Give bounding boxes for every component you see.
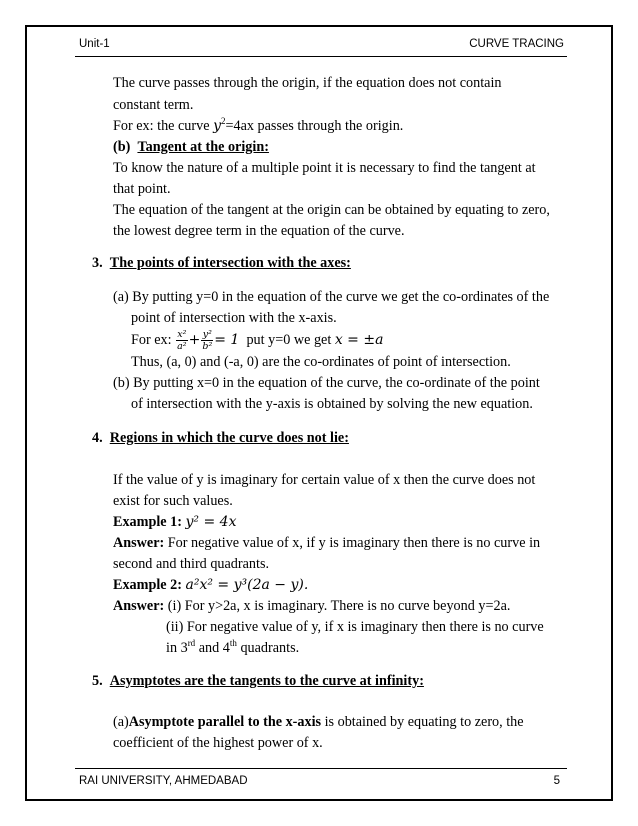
example-2-math: a²x² = y³(2a − y).: [185, 577, 309, 593]
subheading-marker: (b): [113, 139, 131, 155]
section-4-number: 4.: [92, 430, 103, 446]
section-3-heading: [92, 254, 351, 272]
answer-1-label: Answer:: [113, 535, 165, 551]
example-2-label: Example 2:: [113, 577, 186, 593]
header-title: CURVE TRACING: [469, 38, 564, 50]
ex-middle: put y=0 we get: [239, 332, 335, 348]
section-4-line2: exist for such values.: [113, 493, 233, 509]
example-sup: 2: [221, 116, 226, 126]
para-origin-line2: constant term.: [113, 97, 194, 113]
plus-sign: +: [188, 332, 201, 348]
section-4-line1: If the value of y is imaginary for certain value of x then the curve does not: [113, 472, 536, 488]
section-5-heading: [92, 672, 424, 690]
fraction-y-over-b: $\frac{\text{y²}}{\text{b²}}$: [202, 329, 213, 353]
section-3-title: The points of intersection with the axes:: [109, 255, 351, 271]
para-tangent-line2: that point.: [113, 181, 171, 197]
example-1-label: Example 1:: [113, 514, 186, 530]
section-5-number: 5.: [92, 673, 103, 689]
example-2: [113, 576, 308, 594]
para-tangent-line3: The equation of the tangent at the origin can be obtained by equating to zero,: [113, 202, 550, 218]
section-3b-line1: (b) By putting x=0 in the equation of the curve, the co-ordinate of the point: [113, 375, 540, 391]
section-3a-line1: (a) By putting y=0 in the equation of the curve we get the co-ordinates of the: [113, 289, 550, 305]
section-3a-line4: Thus, (a, 0) and (-a, 0) are the co-ordinates of point of intersection.: [131, 354, 511, 370]
para-origin-example: [113, 117, 403, 135]
subheading-tangent: [113, 138, 269, 156]
section-4-heading: [92, 429, 349, 447]
para-origin-line1: The curve passes through the origin, if the equation does not contain: [113, 75, 502, 91]
section-3a-line2: point of intersection with the x-axis.: [131, 310, 337, 326]
section-5a-marker: (a): [113, 714, 129, 730]
para-tangent-line4: the lowest degree term in the equation of the curve.: [113, 223, 405, 239]
section-5a-bold: Asymptote parallel to the x-axis: [128, 714, 322, 730]
example-1: [113, 513, 236, 531]
answer-1-text: For negative value of x, if y is imaginary then there is no curve in: [164, 535, 541, 551]
answer-2-line3: in 3rd and 4th quadrants.: [166, 638, 300, 656]
section-5-title: Asymptotes are the tangents to the curve at infinity:: [109, 673, 424, 689]
section-5a-line2: coefficient of the highest power of x.: [113, 735, 323, 751]
ex-result: x = ±a: [334, 332, 384, 348]
answer-2-label: Answer:: [113, 598, 165, 614]
footer-university: RAI UNIVERSITY, AHMEDABAD: [79, 775, 248, 787]
answer-2-line1: [113, 597, 510, 615]
ex-prefix: For ex:: [131, 332, 176, 348]
section-3-number: 3.: [92, 255, 103, 271]
header-unit: Unit-1: [79, 38, 110, 50]
section-3a-example: [131, 327, 383, 353]
footer-page-number: 5: [553, 775, 560, 787]
subheading-title: Tangent at the origin:: [137, 139, 269, 155]
section-3b-line2: of intersection with the y-axis is obtained by solving the new equation.: [131, 396, 533, 412]
para-tangent-line1: To know the nature of a multiple point it is necessary to find the tangent at: [113, 160, 536, 176]
answer-1-line1: [113, 534, 540, 552]
answer-1-line2: second and third quadrants.: [113, 556, 270, 572]
example-prefix: For ex: the curve: [113, 118, 214, 134]
answer-2-text: (i) For y>2a, x is imaginary. There is no curve beyond y=2a.: [164, 598, 511, 614]
example-1-math: y² = 4x: [185, 514, 237, 530]
example-math: y: [213, 118, 221, 134]
section-5a-line1: [113, 713, 524, 731]
footer-rule: [75, 768, 567, 769]
section-5a-text: is obtained by equating to zero, the: [321, 714, 524, 730]
equals-one: = 1: [214, 332, 240, 348]
section-4-title: Regions in which the curve does not lie:: [109, 430, 349, 446]
fraction-x-over-a: $\frac{\text{x²}}{\text{a²}}$: [177, 329, 187, 353]
example-suffix: =4ax passes through the origin.: [225, 118, 404, 134]
answer-2-line2: (ii) For negative value of y, if x is imaginary then there is no curve: [166, 619, 544, 635]
